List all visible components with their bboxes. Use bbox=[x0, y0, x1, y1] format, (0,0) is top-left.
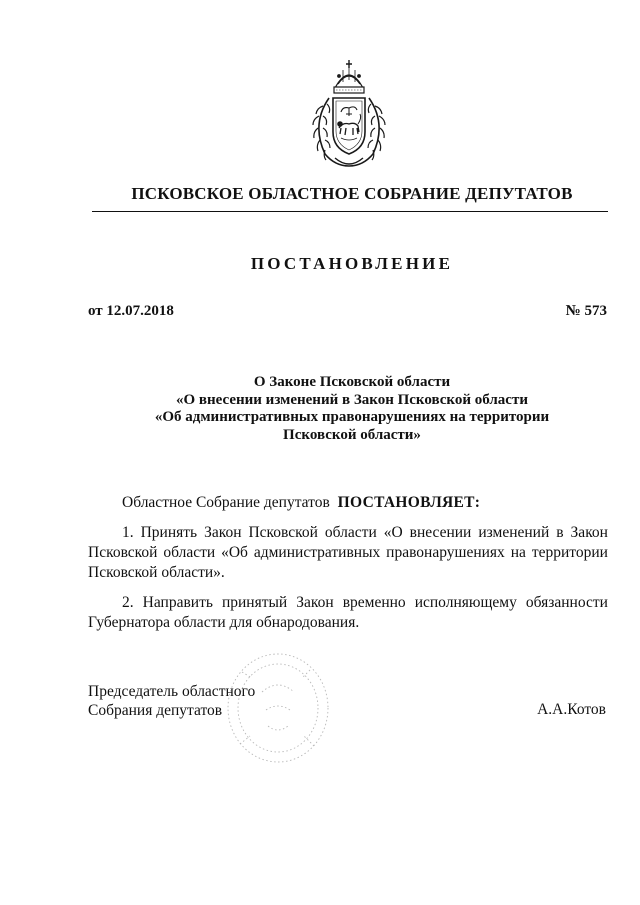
subject-line: О Законе Псковской области bbox=[253, 374, 451, 390]
paragraph-word: Псковской области». bbox=[88, 564, 225, 581]
resolution-paragraph-1 bbox=[88, 523, 608, 583]
paragraph-word: внесении bbox=[409, 524, 472, 541]
resolution-paragraph-2 bbox=[88, 593, 608, 633]
resolution-preamble bbox=[122, 494, 480, 512]
document-date: от 12.07.2018 bbox=[88, 303, 174, 319]
paragraph-word: Губернатора области для обнародования. bbox=[88, 614, 360, 631]
paragraph-word: области bbox=[324, 524, 377, 541]
paragraph-word: Закон bbox=[570, 524, 608, 541]
paragraph-line bbox=[88, 563, 608, 583]
paragraph-word: Псковской bbox=[88, 544, 158, 561]
document-subject bbox=[0, 374, 640, 444]
paragraph-word: принятый bbox=[221, 594, 288, 611]
signer-title-line: Председатель областного bbox=[88, 683, 256, 700]
paragraph-word: Направить bbox=[142, 594, 213, 611]
paragraph-word: Принять bbox=[140, 524, 198, 541]
pskov-coat-of-arms-icon bbox=[305, 58, 393, 170]
document-type-heading: ПОСТАНОВЛЕНИЕ bbox=[250, 254, 454, 273]
preamble-emphasis: ПОСТАНОВЛЯЕТ: bbox=[337, 494, 481, 511]
organization-title: ПСКОВСКОЕ ОБЛАСТНОЕ СОБРАНИЕ ДЕПУТАТОВ bbox=[131, 184, 573, 203]
paragraph-word: временно bbox=[342, 594, 406, 611]
paragraph-word: «Об bbox=[221, 544, 248, 561]
paragraph-word: Псковской bbox=[248, 524, 318, 541]
paragraph-word: правонарушениях bbox=[386, 544, 505, 561]
paragraph-word: области bbox=[163, 544, 216, 561]
signer-title-line: Собрания депутатов bbox=[88, 702, 223, 719]
paragraph-word: обязанности bbox=[525, 594, 608, 611]
paragraph-word: Закон bbox=[296, 594, 334, 611]
preamble-text: Областное Собрание депутатов bbox=[122, 494, 330, 511]
paragraph-line bbox=[88, 593, 608, 613]
paragraph-word: на bbox=[510, 544, 526, 561]
header-divider bbox=[92, 211, 608, 212]
paragraph-word: «О bbox=[383, 524, 403, 541]
paragraph-word: территории bbox=[531, 544, 608, 561]
paragraph-line bbox=[88, 523, 608, 543]
paragraph-word: 2. bbox=[122, 594, 134, 611]
paragraph-line bbox=[88, 613, 608, 633]
paragraph-word: 1. bbox=[122, 524, 134, 541]
paragraph-word: изменений bbox=[478, 524, 550, 541]
document-number: № 573 bbox=[565, 303, 607, 319]
subject-line: Псковской области» bbox=[283, 426, 421, 443]
paragraph-line bbox=[88, 543, 608, 563]
signer-title bbox=[88, 682, 255, 720]
paragraph-word: административных bbox=[253, 544, 381, 561]
paragraph-word: Закон bbox=[204, 524, 242, 541]
subject-line: «О внесении изменений в Закон Псковской области bbox=[176, 391, 528, 408]
paragraph-word: исполняющему bbox=[414, 594, 517, 611]
paragraph-word: в bbox=[556, 524, 564, 541]
signer-name: А.А.Котов bbox=[537, 701, 606, 718]
subject-line: «Об административных правонарушениях на территории bbox=[154, 409, 550, 425]
